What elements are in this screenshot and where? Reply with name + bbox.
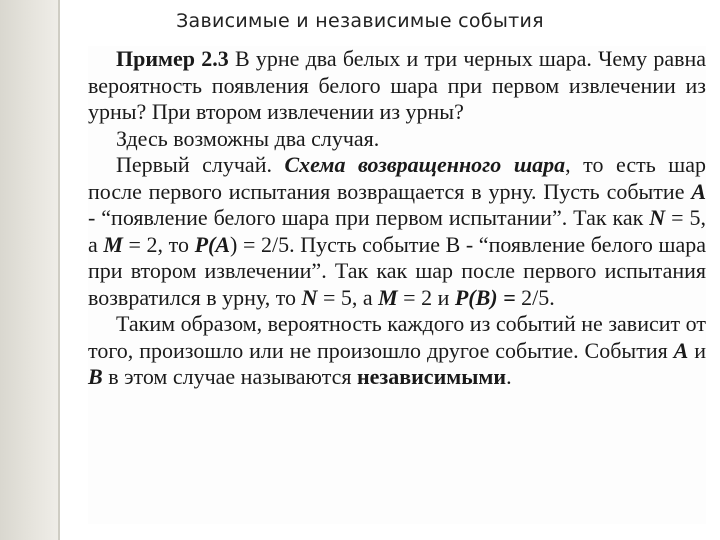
text-run: = 5, а	[88, 205, 706, 257]
event-a-symbol: А	[691, 178, 706, 204]
text-run: ) = 2/5. Пусть событие В - “появление белого шара при втором извлечении”. Так как шар после первого испытания возвратился в урну, то	[88, 231, 707, 310]
n-symbol: N	[301, 284, 318, 310]
text-run: в этом случае называются	[102, 364, 357, 389]
text-run: 2/5.	[515, 284, 555, 310]
n-symbol: N	[649, 205, 666, 230]
probability-a-symbol: P(A	[194, 231, 231, 257]
m-symbol: M	[378, 284, 398, 310]
text-run: = 2 и	[397, 284, 455, 310]
problem-statement-text: В урне два белых и три черных шара. Чему равна вероятность появления белого шара при первом извлечении из урны? При втором извлечении из урны?	[88, 46, 707, 124]
first-case-paragraph	[88, 152, 706, 311]
decorative-side-bar	[0, 0, 58, 540]
probability-b-symbol: P(B) =	[454, 284, 516, 310]
text-run: - “появление белого шара при первом испытании”. Так как	[88, 205, 650, 230]
decorative-side-line	[58, 0, 60, 540]
scheme-name: Схема возвращенного шара	[284, 152, 566, 177]
event-a-symbol: А	[673, 337, 689, 363]
problem-text-panel	[88, 46, 706, 524]
text-run: Первый случай.	[116, 152, 285, 177]
slide-title: Зависимые и независимые события	[176, 10, 544, 32]
event-b-symbol: В	[88, 364, 103, 389]
conclusion-paragraph	[88, 311, 706, 391]
text-run: Таким образом, вероятность каждого из событий не зависит от того, произошло или не произошло другое событие. События	[88, 311, 706, 363]
problem-statement	[88, 46, 706, 126]
text-run: и	[688, 337, 706, 363]
text-run: .	[506, 364, 512, 389]
independent-term: независимыми	[356, 364, 507, 389]
example-label: Пример 2.3	[116, 46, 229, 71]
cases-intro: Здесь возможны два случая.	[116, 125, 380, 151]
text-run: = 2, то	[122, 231, 195, 257]
text-run: = 5, а	[317, 284, 379, 310]
text-run: , то есть шар после первого испытания возвращается в урну. Пусть событие	[88, 152, 706, 204]
m-symbol: M	[103, 231, 123, 257]
